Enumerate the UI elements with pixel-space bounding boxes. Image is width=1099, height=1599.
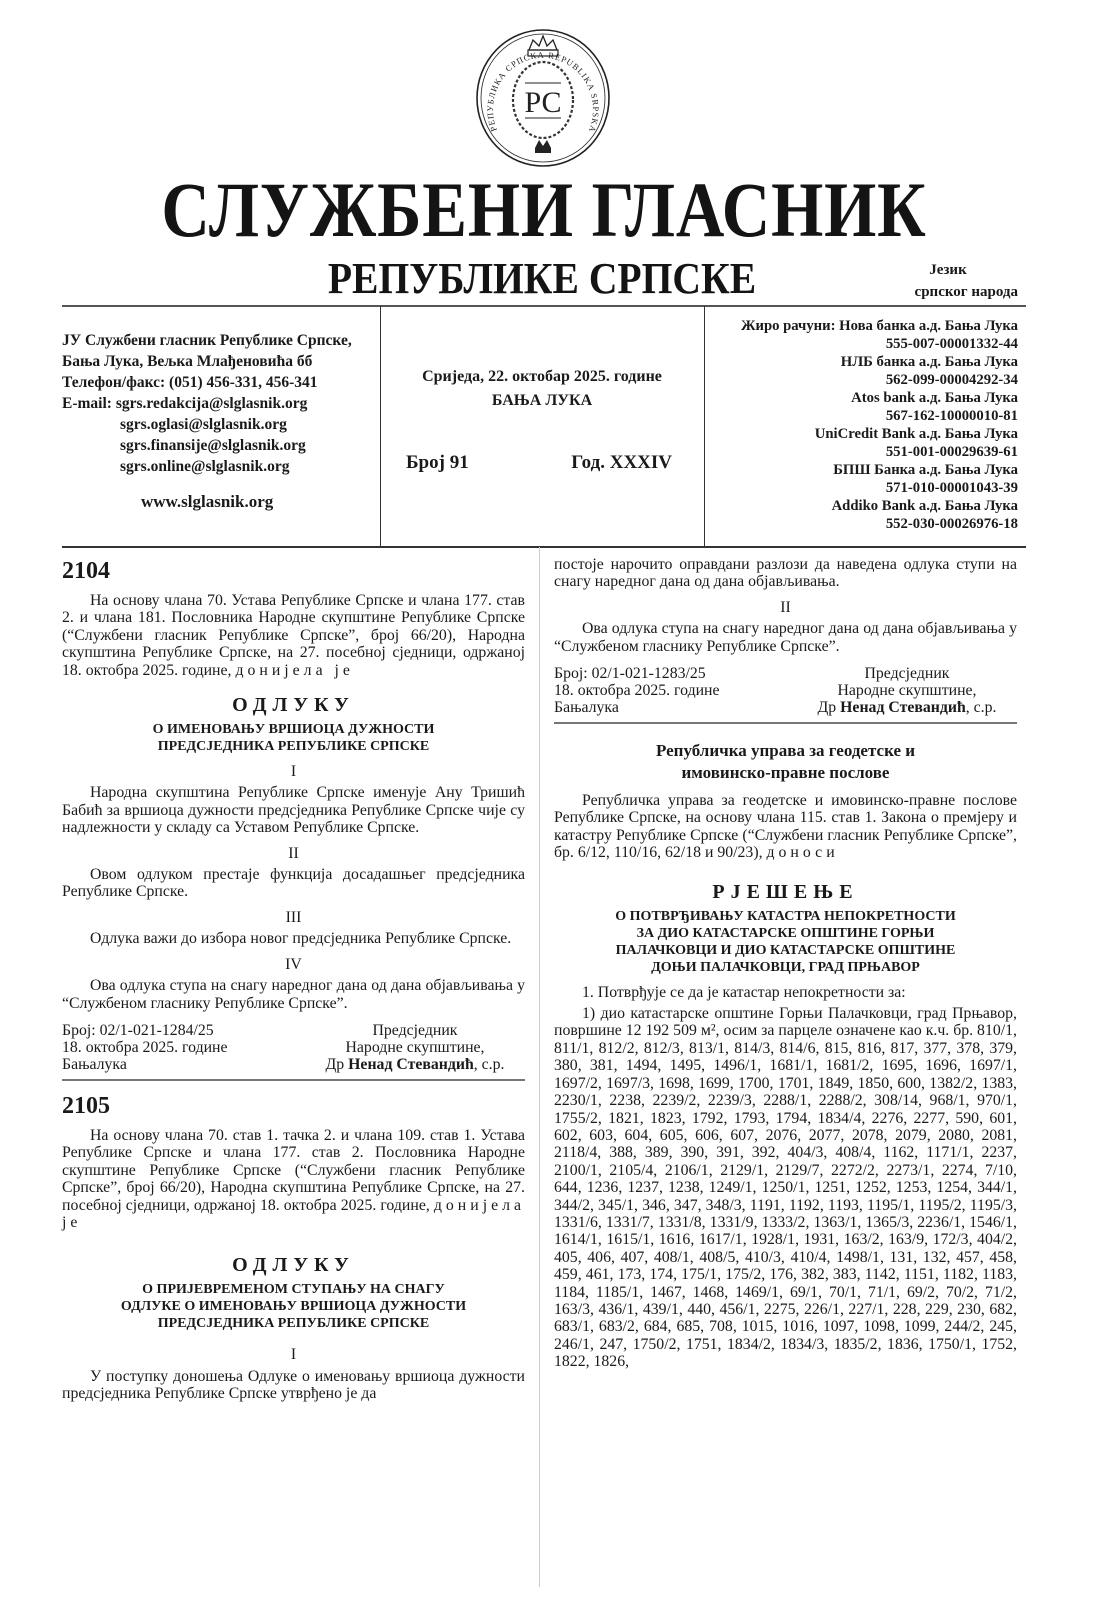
coat-of-arms-seal [473,28,613,168]
signature-block: Број: 02/1-021-1283/25 18. октобра 2025. године Бањалука Предсједник Народне скупштине, Др Ненад Стевандић, с.р. [554,665,1017,716]
act-subtitle-line: О ИМЕНОВАЊУ ВРШИОЦА ДУЖНОСТИ [152,722,435,738]
decision-subtitle-line: О ПОТВРЂИВАЊУ КАТАСТРА НЕПОКРЕТНОСТИ [615,908,956,924]
bank-account: 555-007-00001332-44 [885,336,1018,352]
section-numeral: I [290,763,297,781]
section-text: Народна скупштина Републике Српске именује Ану Тришић Бабић за вршиоца дужности предсједника Републике Српске чије су надлежности у складу са Уставом Републике Српске. [62,784,525,837]
enacted-word: доноси [766,844,839,862]
signer-title: Народне скупштине, [837,682,977,700]
parcel-list: 1) дио катастарске општине Горњи Палачковци, град Прњавор, површине 12 192 509 м², осим за парцеле означене као к.ч. бр. 810/1, 811/1, 812/2, 812/3, 813/1, 814/3, 814/6, 815, 816, 817, 377, 378, 379, 380, 381, 1494, 1495, 1496/1, 1681/1, 1681/2, 1695, 1696, 1697/1, 1697/2, 1697/3, 1698, 1699, 1700, 1701, 1849, 1850, 600, 1382/2, 1383, 2230/1, 2238, 2239/2, 2239/3, 2288/1, 2288/2, 308/14, 968/1, 970/1, 1755/2, 1821, 1823, 1792, 1793, 1794, 1834/4, 2276, 2277, 590, 601, 602, 603, 604, 605, 606, 607, 2076, 2077, 2078, 2079, 2080, 2081, 2118/4, 388, 389, 390, 391, 392, 404/3, 408/4, 1162, 1171/1, 2237, 2100/1, 2105/4, 2106/1, 2129/1, 2129/7, 2272/2, 2273/1, 2274, 7/10, 644, 1236, 1237, 1238, 1249/1, 1250/1, 1251, 1252, 1253, 1254, 344/1, 344/2, 345/1, 346, 347, 348/3, 1191, 1192, 1193, 1195/1, 1195/2, 1195/3, 1331/6, 1331/7, 1331/8, 1331/9, 1333/2, 1363/1, 1365/3, 2236/1, 1546/1, 1614/1, 1615/1, 1616, 1617/1, 1928/1, 1931, 163/2, 163/9, 172/3, 404/2, 405, 406, 407, 408/1, 408/5, 410/3, 410/4, 1498/1, 131, 132, 457, 458, 459, 461, 173, 174, 175/1, 175/2, 176, 382, 383, 1142, 1151, 1182, 1183, 1184, 1185/1, 1467, 1468, 1469/1, 69/1, 70/1, 71/1, 69/2, 70/2, 71/2, 163/3, 436/1, 439/1, 440, 456/1, 2275, 226/1, 227/1, 228, 229, 230, 682, 683/1, 683/2, 684, 685, 708, 1015, 1016, 1097, 1098, 1099, 244/2, 245, 246/1, 247, 1750/2, 1751, 1834/2, 1834/3, 1835/2, 1836, 1750/1, 1752, 1822, 1826, [554,1005,1017,1371]
act-title: ОДЛУКУ [232,1254,355,1277]
section-text-continued: постоје нарочито оправдани разлози да наведена одлука ступи на снагу наредног дана од дана објављивања. [554,556,1017,591]
act-subtitle-line: О ПРИЈЕВРЕМЕНОМ СТУПАЊУ НА СНАГУ [142,1282,445,1298]
decision-subtitle-line: ПАЛАЧКОВЦИ И ДИО КАТАСТАРСКЕ ОПШТИНЕ [615,942,956,958]
email-link[interactable]: sgrs.finansije@slglasnik.org [120,437,306,454]
gazette-page [62,0,1026,1599]
decision-subtitle-line: ДОЊИ ПАЛАЧКОВЦИ, ГРАД ПРЊАВОР [651,959,920,975]
act-subtitle-line: ПРЕДСЈЕДНИКА РЕПУБЛИКЕ СРПСКЕ [157,739,430,755]
reference-place: Бањалука [554,699,619,717]
header-rule-bottom [62,546,1026,548]
gazette-title: СЛУЖБЕНИ ГЛАСНИК [161,166,927,253]
act-subtitle-line: ПРЕДСЈЕДНИКА РЕПУБЛИКЕ СРПСКЕ [157,1316,430,1332]
decision-point: 1. Потврђује се да је катастар непокретности за: [582,983,906,1001]
reference-date: 18. октобра 2025. године [62,1038,228,1056]
act-preamble: На основу члана 70. Устава Републике Српске и члана 177. став 2. и члана 181. Пословника Народне скупштине Републике Српске (“Службени гласник Републике Српске”, број 66/20), Народна скупштина Републике Српске, на 27. посебној сједници, одржаној 18. октобра 2025. године, донијела је [62,592,525,679]
act-preamble: На основу члана 70. став 1. тачка 2. и члана 109. став 1. Устава Републике Српске и члана 177. став 2. Пословника Народне скупштине Републике Српске (“Службени гласник Републике Српске”, број 66/20), Народна скупштина Републике Српске, на 27. посебној сједници, одржаној 18. октобра 2025. године, донијела је [62,1126,525,1231]
signer-name: Ненад Стевандић [348,1055,474,1073]
section-numeral: II [288,844,299,862]
decision-title: РЈЕШЕЊЕ [712,880,859,903]
signer-name: Ненад Стевандић [840,699,966,717]
issue-year: Год. XXXIV [571,452,672,473]
act-separator [554,722,1017,724]
right-column [554,556,1017,1371]
enacted-word: донијела је [62,1196,525,1231]
bank-account: 571-010-00001043-39 [885,480,1018,496]
act-number: 2104 [62,558,110,584]
bank-name: Addiko Bank а.д. Бања Лука [831,498,1018,514]
bank-name: Atos bank а.д. Бања Лука [851,390,1018,406]
issue-city: БАЊА ЛУКА [491,392,593,409]
bank-name: UniCredit Bank а.д. Бања Лука [814,426,1018,442]
act-subtitle-line: ОДЛУКЕ О ИМЕНОВАЊУ ВРШИОЦА ДУЖНОСТИ [120,1299,467,1315]
institution-heading: Републичка управа за геодетске и имовинско-правне послове [655,741,916,783]
bank-account: 567-162-10000010-81 [885,408,1018,424]
language-note [878,259,1018,303]
reference-number: Број: 02/1-021-1283/25 [554,665,706,683]
signer-title: Предсједник [864,665,950,683]
issue-number: Број 91 [406,452,469,473]
section-numeral: IV [285,955,302,973]
signer-title: Народне скупштине, [345,1038,485,1056]
left-column [62,556,525,1403]
issue-info [382,365,702,475]
website-link[interactable]: www.slglasnik.org [141,492,274,511]
act-title: ОДЛУКУ [232,694,355,717]
section-text: Ова одлука ступа на снагу наредног дана од дана објављивања у “Службеном гласнику Републике Српске”. [554,620,1017,655]
section-numeral: II [780,598,791,616]
section-numeral: I [290,1346,297,1364]
bank-accounts [702,317,1018,533]
seal-monogram: РС [524,86,562,119]
bank-account: 551-001-00029639-61 [885,444,1018,460]
publisher-line2: Бања Лука, Вељка Млађеновића бб [62,353,313,370]
act-separator [62,1079,525,1081]
section-text: У поступку доношења Одлуке о именовању вршиоца дужности предсједника Републике Српске утврђено је да [62,1367,525,1403]
issue-date: Сриједа, 22. октобар 2025. године [422,368,662,385]
signer-title: Предсједник [372,1021,458,1039]
bank-account: 552-030-00026976-18 [885,516,1018,532]
bank-account: 562-099-00004292-34 [885,372,1018,388]
language-line1: Језик [929,262,967,278]
decision-subtitle-line: ЗА ДИО КАТАСТАРСКЕ ОПШТИНЕ ГОРЊИ [636,925,935,941]
section-text: Овом одлуком престаје функција досадашњег предсједника Републике Српске. [62,866,525,901]
reference-place: Бањалука [62,1055,127,1073]
email-link[interactable]: sgrs.online@slglasnik.org [120,458,290,475]
act-number: 2105 [62,1092,110,1119]
section-text: Одлука важи до избора новог предсједника Републике Српске. [90,930,512,948]
gazette-subtitle: РЕПУБЛИКЕ СРПСКЕ [327,254,757,303]
email-label: E-mail: [62,395,112,412]
publisher-phone: Телефон/факс: (051) 456-331, 456-341 [62,374,318,391]
reference-number: Број: 02/1-021-1284/25 [62,1021,214,1039]
header-rule-top [62,305,1026,307]
enacted-word: донијела је [235,661,354,679]
signature-block: Број: 02/1-021-1284/25 18. октобра 2025. године Бањалука Предсједник Народне скупштине, Др Ненад Стевандић, с.р. [62,1022,525,1073]
bank-name: БПШ Банка а.д. Бања Лука [833,462,1018,478]
bank-name: Жиро рачуни: Нова банка а.д. Бања Лука [740,318,1018,334]
email-row [62,393,382,414]
column-divider [539,547,540,1587]
section-text: Ова одлука ступа на снагу наредног дана од дана објављивања у “Службеном гласнику Републике Српске”. [62,977,525,1012]
email-link[interactable]: sgrs.redakcija@slglasnik.org [115,395,308,412]
publisher-line1: ЈУ Службени гласник Републике Српске, [62,332,352,349]
reference-date: 18. октобра 2025. године [554,682,720,700]
section-numeral: III [285,908,302,926]
publisher-info [62,330,382,512]
seal-text: РЕПУБЛИКА СРПСКА REPUBLIKA SRPSKA [484,49,602,135]
bank-name: НЛБ банка а.д. Бања Лука [840,354,1018,370]
email-link[interactable]: sgrs.oglasi@slglasnik.org [120,416,287,433]
decision-preamble: Републичка управа за геодетске и имовинско-правне послове Републике Српске, на основу члана 115. став 1. Закона о премјеру и катастру Републике Српске (“Службени гласник Републике Српске”, бр. 6/12, 110/16, 62/18 и 90/23), доноси [554,792,1017,862]
language-line2: српског народа [914,284,1018,300]
